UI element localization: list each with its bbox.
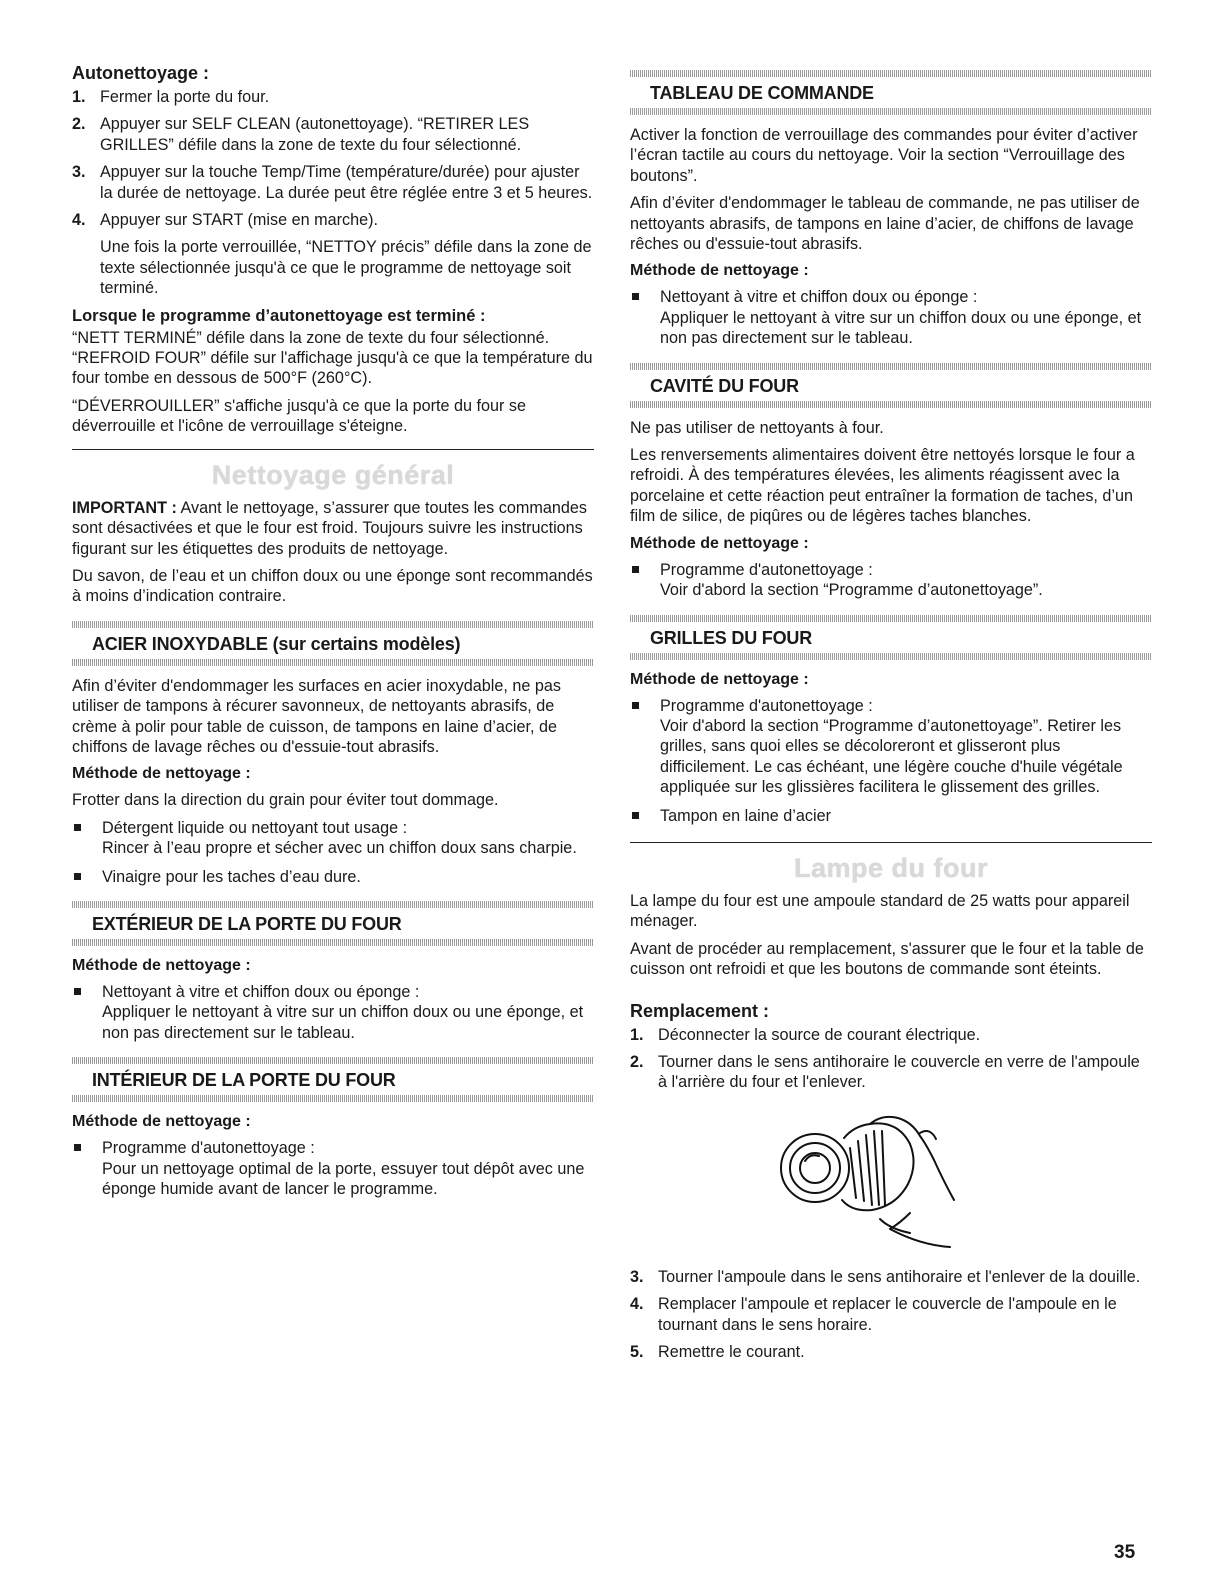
list-item: Programme d'autonettoyage : Voir d'abord la section “Programme d’autonettoyage”. [630, 560, 1152, 601]
general-cleaning-banner: Nettoyage général [211, 459, 455, 490]
control-panel-method-list [630, 287, 1152, 348]
self-clean-step: 3. Appuyer sur la touche Temp/Time (température/durée) pour ajuster la durée de nettoyage. La durée peut être réglée entre 3 et 5 heures. [72, 163, 593, 202]
oven-cavity-method-heading: Méthode de nettoyage : [630, 534, 809, 552]
list-item: Détergent liquide ou nettoyant tout usage : Rincer à l’eau propre et sécher avec un chiffon doux sans charpie. [72, 818, 594, 859]
left-column [72, 62, 594, 1207]
oven-cavity-method-list [630, 560, 1152, 601]
oven-racks-method-heading: Méthode de nettoyage : [630, 670, 809, 688]
oven-cavity-section-header [630, 363, 1152, 408]
oven-cavity-paragraph: Ne pas utiliser de nettoyants à four. [630, 418, 884, 437]
replacement-steps [630, 1025, 1152, 1093]
control-panel-title: TABLEAU DE COMMANDE [650, 83, 874, 103]
self-clean-steps [72, 87, 594, 299]
door-exterior-title: EXTÉRIEUR DE LA PORTE DU FOUR [92, 913, 402, 934]
self-clean-step: 1. Fermer la porte du four. [72, 88, 270, 106]
replacement-step: 2. Tourner dans le sens antihoraire le couvercle en verre de l'ampoule à l'arrière du four et l'enlever. [630, 1052, 1140, 1092]
stainless-steel-section-header [72, 621, 594, 666]
replacement-step: 5. Remettre le courant. [630, 1343, 805, 1361]
self-clean-done-paragraph: “NETT TERMINÉ” défile dans la zone de texte du four sélectionné. “REFROID FOUR” défile sur l'affichage jusqu'à ce que la température du four tombe en dessous de 500°F (260°C). [72, 328, 593, 388]
oven-racks-method-list [630, 696, 1152, 826]
lamp-bulb-paragraph: La lampe du four est une ampoule standard de 25 watts pour appareil ménager. [630, 891, 1130, 931]
self-clean-unlock-paragraph: “DÉVERROUILLER” s'affiche jusqu'à ce que la porte du four se déverrouille et l'icône de verrouillage s'éteigne. [72, 396, 526, 436]
door-exterior-method-heading: Méthode de nettoyage : [72, 956, 251, 974]
stainless-method-list [72, 818, 594, 887]
stainless-steel-subtitle: (sur certains modèles) [267, 633, 461, 654]
lamp-safety-paragraph: Avant de procéder au remplacement, s'assurer que le four et la table de cuisson ont refroidi et que les boutons de commande sont éteints. [630, 939, 1144, 979]
replacement-step: 3. Tourner l'ampoule dans le sens antihoraire et l'enlever de la douille. [630, 1267, 1141, 1286]
control-panel-section-header [630, 70, 1152, 115]
stainless-paragraph: Afin d’éviter d'endommager les surfaces en acier inoxydable, ne pas utiliser de tampons à récurer savonneux, de nettoyants abrasifs, de crème à polir pour table de cuisson, de tampons en laine d’acier, de chiffons de lavage rêches ou d'essuie-tout abrasifs. [72, 676, 561, 756]
self-clean-step: 2. Appuyer sur SELF CLEAN (autonettoyage). “RETIRER LES GRILLES” défile dans la zone de texte du four sélectionné. [72, 115, 530, 154]
important-paragraph: IMPORTANT : Avant le nettoyage, s’assurer que toutes les commandes sont désactivées et que le four est froid. Toujours suivre les instructions figurant sur les étiquettes des produits de nettoyage. [72, 498, 587, 558]
oven-racks-title: GRILLES DU FOUR [650, 627, 812, 648]
list-item: Tampon en laine d’acier [630, 806, 1152, 826]
door-interior-section-header [72, 1057, 594, 1102]
control-panel-lock-paragraph: Activer la fonction de verrouillage des commandes pour éviter d’activer l’écran tactile au cours du nettoyage. Voir la section “Verrouillage des boutons”. [630, 126, 1138, 185]
door-exterior-method-list [72, 982, 594, 1043]
stainless-method-heading: Méthode de nettoyage : [72, 765, 251, 783]
list-item: Programme d'autonettoyage : Pour un nettoyage optimal de la porte, essuyer tout dépôt avec une éponge humide avant de lancer le programme. [72, 1138, 594, 1199]
control-panel-damage-paragraph: Afin d’éviter d'endommager le tableau de commande, ne pas utiliser de nettoyants abrasifs, de tampons en laine d’acier, de chiffons de lavage rêches ou d'essuie-tout abrasifs. [630, 194, 1140, 254]
oven-lamp-banner: Lampe du four [794, 852, 988, 883]
stainless-steel-title: ACIER INOXYDABLE [92, 633, 268, 654]
oven-racks-section-header [630, 615, 1152, 660]
list-item: Programme d'autonettoyage : Voir d'abord la section “Programme d’autonettoyage”. Retirer les grilles, sans quoi elles se décoloreront et glisseront plus difficilement. Le cas échéant, une légère couche d'huile végétale appliquée sur les glissières facilitera le glissement des grilles. [630, 696, 1152, 798]
right-column [630, 70, 1152, 1369]
door-exterior-section-header [72, 901, 594, 946]
door-interior-method-heading: Méthode de nettoyage : [72, 1113, 251, 1131]
door-interior-title: INTÉRIEUR DE LA PORTE DU FOUR [92, 1070, 396, 1091]
oven-cavity-spills-paragraph: Les renversements alimentaires doivent être nettoyés lorsque le four a refroidi. À des températures élevées, les aliments réagissent avec la porcelaine et cette réaction peut entraîner la formation de taches, d’un film de silice, de piqûres ou de légères taches blanches. [630, 446, 1135, 526]
replacement-step: 4. Remplacer l'ampoule et replacer le couvercle de l'ampoule en le tournant dans le sens horaire. [630, 1295, 1117, 1334]
self-clean-heading: Autonettoyage : [72, 63, 209, 83]
divider [630, 842, 1152, 843]
page-number: 35 [1114, 1542, 1136, 1563]
soap-paragraph: Du savon, de l’eau et un chiffon doux ou une éponge sont recommandés à moins d’indication contraire. [72, 566, 593, 606]
replacement-step: 1. Déconnecter la source de courant électrique. [630, 1025, 981, 1044]
lamp-cover-illustration [770, 1103, 990, 1253]
list-item: Nettoyant à vitre et chiffon doux ou éponge : Appliquer le nettoyant à vitre sur un chiffon doux ou une éponge, et non pas directement sur le tableau. [72, 982, 594, 1043]
self-clean-done-heading: Lorsque le programme d’autonettoyage est terminé : [72, 306, 486, 325]
oven-cavity-title: CAVITÉ DU FOUR [650, 375, 799, 396]
list-item: Vinaigre pour les taches d’eau dure. [72, 867, 594, 887]
door-interior-method-list [72, 1138, 594, 1199]
self-clean-step: 4. Appuyer sur START (mise en marche). Une fois la porte verrouillée, “NETTOY précis” défile dans la zone de texte sélectionnée jusqu'à ce que le programme de nettoyage soit terminé. [72, 210, 594, 299]
stainless-grain-paragraph: Frotter dans la direction du grain pour éviter tout dommage. [72, 791, 499, 810]
divider [72, 449, 594, 450]
replacement-heading: Remplacement : [630, 1000, 770, 1021]
list-item: Nettoyant à vitre et chiffon doux ou éponge : Appliquer le nettoyant à vitre sur un chiffon doux ou une éponge, et non pas directement sur le tableau. [630, 287, 1152, 348]
replacement-steps-continued [630, 1267, 1152, 1363]
control-panel-method-heading: Méthode de nettoyage : [630, 262, 809, 280]
self-clean-step-note: Une fois la porte verrouillée, “NETTOY précis” défile dans la zone de texte sélectionnée jusqu'à ce que le programme de nettoyage soit terminé. [100, 238, 592, 298]
